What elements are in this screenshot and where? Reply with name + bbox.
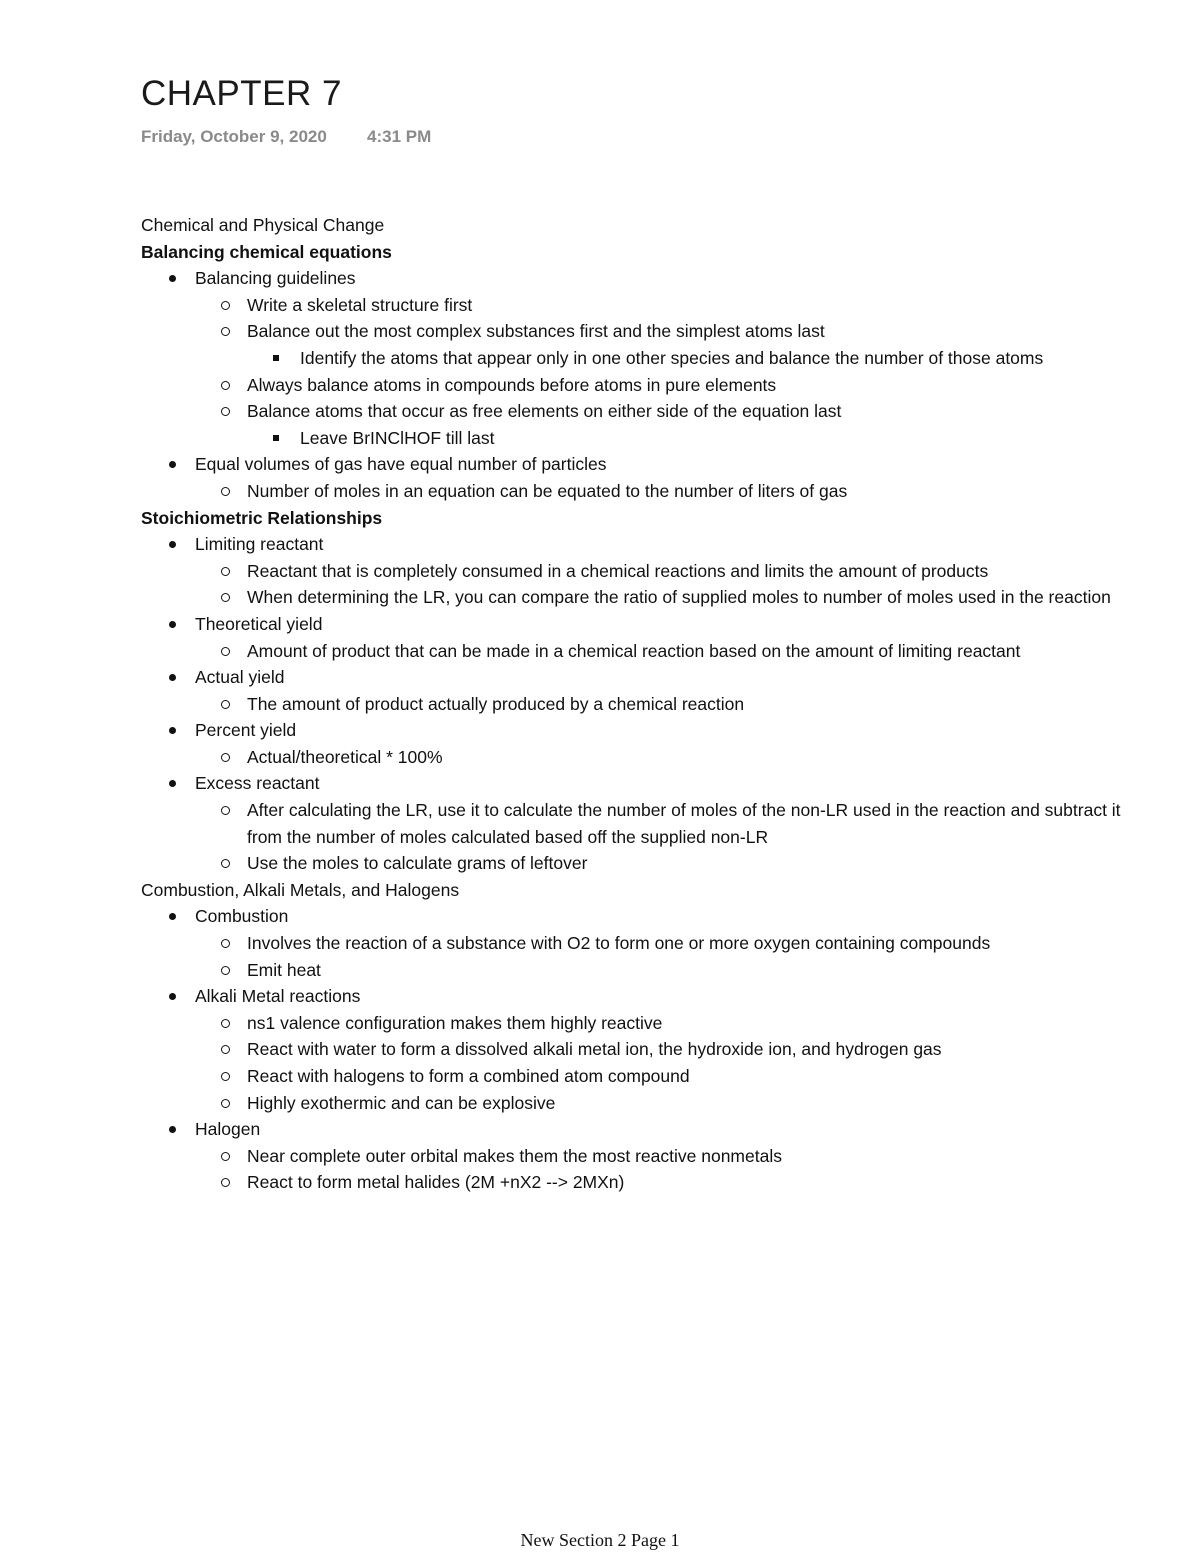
hollow-bullet-icon: [221, 327, 230, 336]
hollow-bullet-icon: [221, 1072, 230, 1081]
list-item: [141, 265, 1131, 292]
hollow-bullet-icon: [221, 1019, 230, 1028]
bullet-icon: [169, 461, 176, 468]
notes-outline: [141, 212, 1131, 1196]
note-text: Balancing chemical equations: [141, 241, 392, 262]
note-text: React with water to form a dissolved alkali metal ion, the hydroxide ion, and hydrogen gas: [247, 1039, 942, 1060]
list-item: [141, 1090, 1131, 1117]
note-text: Theoretical yield: [195, 613, 323, 634]
note-text: Balance atoms that occur as free elements on either side of the equation last: [247, 401, 842, 422]
square-bullet-icon: [273, 435, 279, 441]
note-text: Actual/theoretical * 100%: [247, 746, 443, 767]
list-item: [141, 611, 1131, 638]
note-text: Halogen: [195, 1119, 261, 1140]
bullet-icon: [169, 1126, 176, 1133]
square-bullet-icon: [273, 355, 279, 361]
note-text: Always balance atoms in compounds before atoms in pure elements: [247, 374, 777, 395]
note-text: React with halogens to form a combined atom compound: [247, 1066, 690, 1086]
list-item: [141, 717, 1131, 744]
list-item: [141, 1116, 1131, 1143]
note-text: Equal volumes of gas have equal number of particles: [195, 454, 607, 475]
note-text: Use the moles to calculate grams of leftover: [247, 853, 588, 874]
note-text: Balancing guidelines: [195, 268, 356, 289]
bullet-icon: [169, 275, 176, 282]
note-text: Excess reactant: [195, 773, 320, 794]
hollow-bullet-icon: [221, 859, 230, 868]
note-text: Write a skeletal structure first: [247, 294, 473, 315]
list-item: [141, 1063, 1131, 1090]
list-item: [141, 957, 1131, 984]
page-footer: New Section 2 Page 1: [520, 1530, 680, 1550]
list-item: [141, 398, 1131, 425]
page-title: CHAPTER 7: [141, 74, 342, 113]
list-item: [141, 292, 1131, 319]
hollow-bullet-icon: [221, 487, 230, 496]
list-item: [141, 1143, 1131, 1170]
bullet-icon: [169, 993, 176, 1000]
bullet-icon: [169, 913, 176, 920]
note-text: Alkali Metal reactions: [195, 986, 361, 1007]
hollow-bullet-icon: [221, 966, 230, 975]
hollow-bullet-icon: [221, 1045, 230, 1054]
hollow-bullet-icon: [221, 301, 230, 310]
hollow-bullet-icon: [221, 647, 230, 656]
note-text: Limiting reactant: [195, 534, 324, 555]
note-text: Emit heat: [247, 959, 321, 980]
section-heading: [141, 505, 1131, 532]
hollow-bullet-icon: [221, 939, 230, 948]
page-date: Friday, October 9, 2020: [141, 127, 327, 146]
note-text: After calculating the LR, use it to calculate the number of moles of the non-LR used in the reaction and subtract it from the number of moles calculated based off the supplied non-LR: [247, 800, 1121, 847]
hollow-bullet-icon: [221, 381, 230, 390]
note-text: Chemical and Physical Change: [141, 215, 385, 235]
list-item: [141, 318, 1131, 345]
note-text: Balance out the most complex substances first and the simplest atoms last: [247, 321, 825, 342]
hollow-bullet-icon: [221, 593, 230, 602]
note-text: Actual yield: [195, 667, 285, 688]
list-item: [141, 345, 1131, 372]
note-text: Near complete outer orbital makes them the most reactive nonmetals: [247, 1145, 782, 1166]
bullet-icon: [169, 674, 176, 681]
list-item: [141, 1169, 1131, 1196]
hollow-bullet-icon: [221, 407, 230, 416]
list-item: [141, 797, 1131, 850]
bullet-icon: [169, 780, 176, 787]
list-item: [141, 425, 1131, 452]
note-text: Combustion, Alkali Metals, and Halogens: [141, 879, 460, 900]
list-item: [141, 558, 1131, 585]
hollow-bullet-icon: [221, 1099, 230, 1108]
note-text: Percent yield: [195, 720, 297, 741]
list-item: [141, 531, 1131, 558]
section-heading: [141, 212, 1131, 239]
note-text: When determining the LR, you can compare the ratio of supplied moles to number of moles used in the reaction: [247, 587, 1111, 608]
list-item: [141, 850, 1131, 877]
note-text: Identify the atoms that appear only in one other species and balance the number of those atoms: [300, 347, 1044, 368]
note-text: Leave BrINClHOF till last: [300, 427, 495, 448]
list-item: [141, 478, 1131, 505]
note-text: Amount of product that can be made in a chemical reaction based on the amount of limiting reactant: [247, 640, 1021, 661]
hollow-bullet-icon: [221, 567, 230, 576]
list-item: [141, 903, 1131, 930]
note-text: Number of moles in an equation can be equated to the number of liters of gas: [247, 480, 848, 501]
page-time: 4:31 PM: [367, 127, 432, 146]
list-item: [141, 1036, 1131, 1063]
list-item: [141, 930, 1131, 957]
bullet-icon: [169, 727, 176, 734]
note-text: Combustion: [195, 906, 289, 927]
list-item: [141, 770, 1131, 797]
list-item: [141, 664, 1131, 691]
list-item: [141, 744, 1131, 771]
note-text: Involves the reaction of a substance with O2 to form one or more oxygen containing compounds: [247, 933, 991, 954]
hollow-bullet-icon: [221, 700, 230, 709]
list-item: [141, 691, 1131, 718]
note-text: React to form metal halides (2M +nX2 --> 2MXn): [247, 1172, 625, 1193]
section-heading: [141, 877, 1131, 904]
list-item: [141, 1010, 1131, 1037]
hollow-bullet-icon: [221, 1152, 230, 1161]
list-item: [141, 584, 1131, 611]
note-text: Reactant that is completely consumed in a chemical reactions and limits the amount of products: [247, 560, 989, 581]
bullet-icon: [169, 621, 176, 628]
list-item: [141, 638, 1131, 665]
section-heading: [141, 239, 1131, 266]
bullet-icon: [169, 541, 176, 548]
note-text: Stoichiometric Relationships: [141, 507, 383, 528]
list-item: [141, 372, 1131, 399]
list-item: [141, 451, 1131, 478]
note-text: ns1 valence configuration makes them highly reactive: [247, 1012, 663, 1033]
list-item: [141, 983, 1131, 1010]
hollow-bullet-icon: [221, 753, 230, 762]
hollow-bullet-icon: [221, 806, 230, 815]
note-text: Highly exothermic and can be explosive: [247, 1092, 556, 1113]
note-text: The amount of product actually produced by a chemical reaction: [247, 693, 745, 714]
hollow-bullet-icon: [221, 1178, 230, 1187]
